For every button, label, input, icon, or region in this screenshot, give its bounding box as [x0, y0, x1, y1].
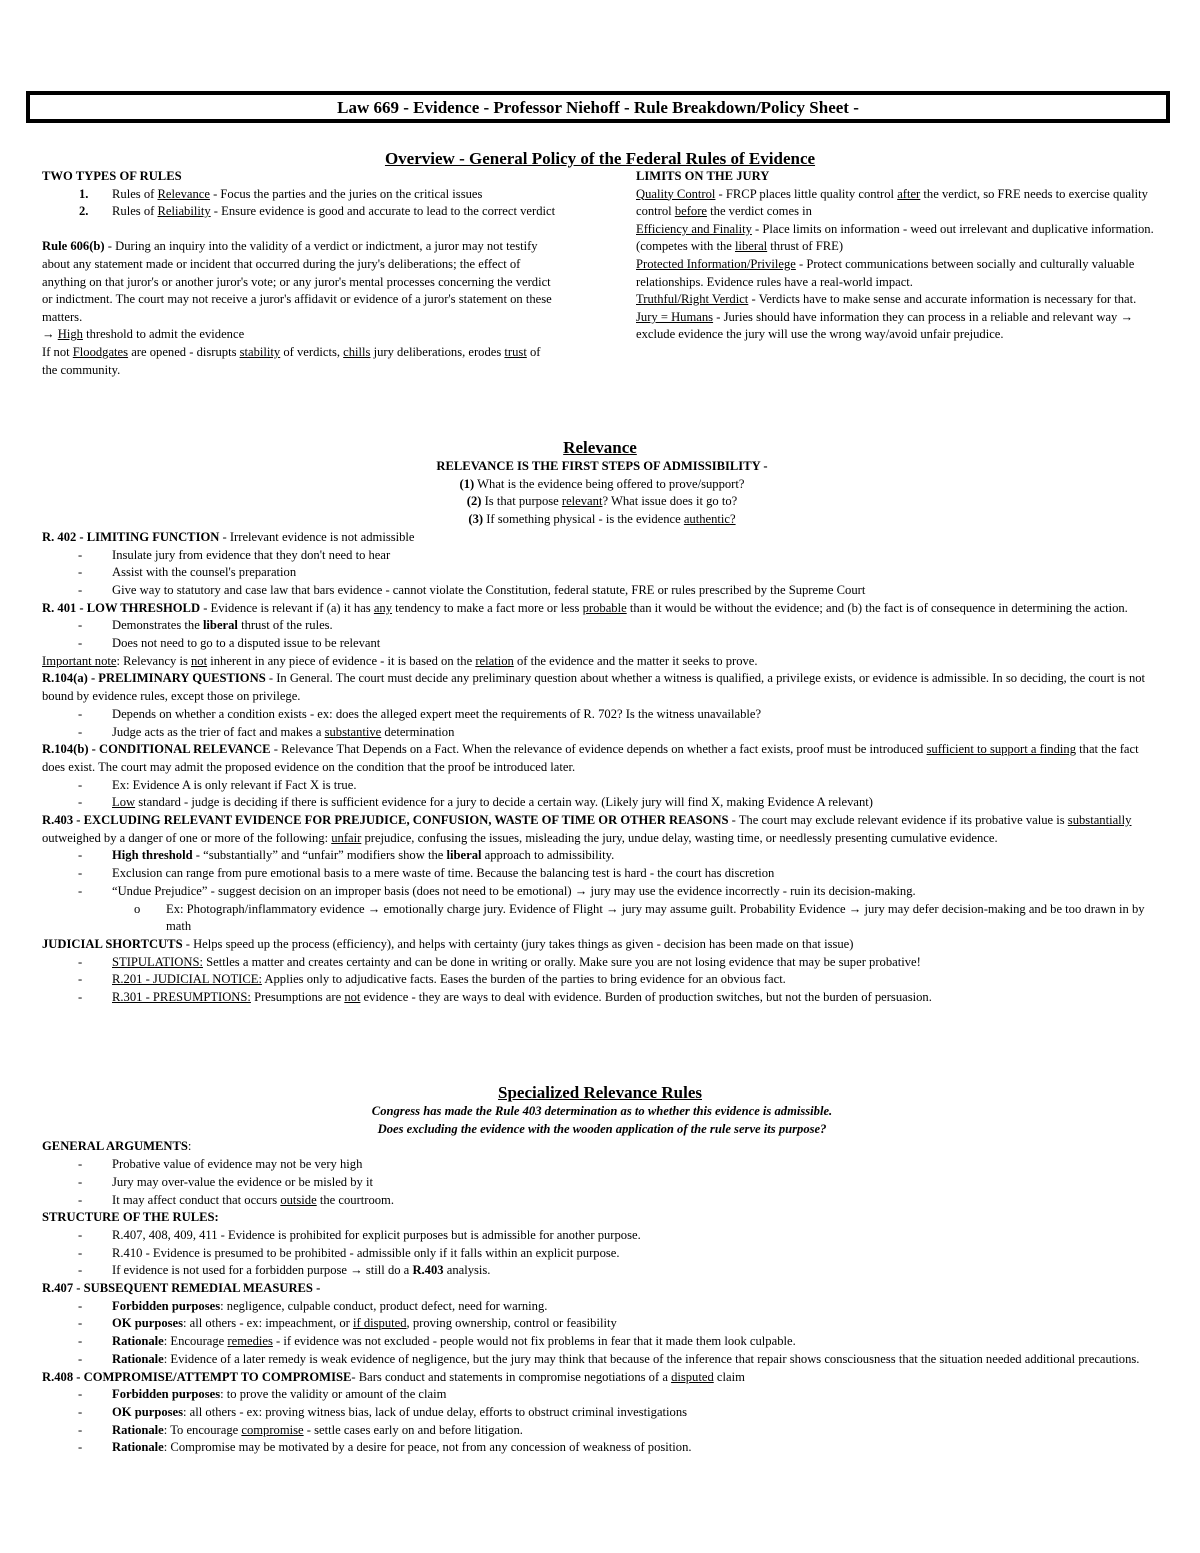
list-item: - STIPULATIONS: Settles a matter and creates certainty and can be done in writing or orally. Make sure you are not losing evidence that may be super probative! [42, 954, 1162, 972]
quality-control-item: Quality Control - FRCP places little quality control after the verdict, so FRE needs to exercise quality control before the verdict comes in [636, 186, 1148, 219]
list-item: - Demonstrates the liberal thrust of the rules. [42, 617, 1162, 635]
list-item: - Exclusion can range from pure emotional basis to a mere waste of time. Because the balancing test is hard - the court has discretion [42, 865, 1162, 883]
list-item: - R.301 - PRESUMPTIONS: Presumptions are not evidence - they are ways to deal with evidence. Burden of production switches, but not the burden of persuasion. [42, 989, 1162, 1007]
list-item: - Low standard - judge is deciding if there is sufficient evidence for a jury to decide a certain way. (Likely jury will find X, making Evidence A relevant) [42, 794, 1162, 812]
floodgates-line: If not Floodgates are opened - disrupts stability of verdicts, chills jury deliberations, erodes trust of the community. [42, 345, 541, 377]
list-item: - Does not need to go to a disputed issue to be relevant [42, 635, 1162, 653]
question-1: (1) What is the evidence being offered to prove/support? [459, 476, 745, 491]
general-arguments-heading: GENERAL ARGUMENTS: [42, 1139, 192, 1154]
list-item: - It may affect conduct that occurs outside the courtroom. [42, 1192, 1162, 1210]
list-item: - OK purposes: all others - ex: proving witness bias, lack of undue delay, efforts to obstruct criminal investigations [42, 1404, 1162, 1422]
rule-403-paragraph: R.403 - EXCLUDING RELEVANT EVIDENCE FOR PREJUDICE, CONFUSION, WASTE OF TIME OR OTHER REASONS - The court may exclude relevant evidence if its probative value is substantially outweighed by a danger of one or more of the following: unfair prejudice, confusing the issues, misleading the jury, undue delay, wasting time, or needlessly presenting cumulative evidence. [42, 813, 1132, 845]
list-item: - OK purposes: all others - ex: impeachment, or if disputed, proving ownership, control or feasibility [42, 1315, 1162, 1333]
list-item: - Rationale: Evidence of a later remedy is weak evidence of negligence, but the jury may think that because of the inference that repair shows consciousness that the situation needed additional precautions. [42, 1351, 1162, 1369]
rule-104b-list [42, 777, 1162, 812]
list-item: - High threshold - “substantially” and “unfair” modifiers show the liberal approach to admissibility. [42, 847, 1162, 865]
efficiency-item: Efficiency and Finality - Place limits on information - weed out irrelevant and duplicative information. (competes with the liberal thrust of FRE) [636, 221, 1154, 254]
judicial-shortcuts-list [42, 954, 1162, 1007]
important-note: Important note: Relevancy is not inherent in any piece of evidence - it is based on the relation of the evidence and the matter it seeks to prove. [42, 653, 758, 668]
list-item: - Forbidden purposes: negligence, culpable conduct, product defect, need for warning. [42, 1298, 1162, 1316]
list-item: - If evidence is not used for a forbidden purpose → still do a R.403 analysis. [42, 1262, 1162, 1280]
structure-list [42, 1227, 1162, 1280]
general-arguments-list [42, 1156, 1162, 1209]
relevance-section [42, 458, 1162, 1007]
relevance-heading: Relevance [563, 438, 637, 457]
structure-heading: STRUCTURE OF THE RULES: [42, 1210, 219, 1225]
truthful-verdict-item: Truthful/Right Verdict - Verdicts have to make sense and accurate information is necessary for that. [636, 292, 1137, 307]
specialized-heading: Specialized Relevance Rules [498, 1083, 702, 1102]
list-item: - Jury may over-value the evidence or be misled by it [42, 1174, 1162, 1192]
list-item: - Probative value of evidence may not be very high [42, 1156, 1162, 1174]
rule-401-paragraph: R. 401 - LOW THRESHOLD - Evidence is relevant if (a) it has any tendency to make a fact more or less probable than it would be without the evidence; and (b) the fact is of consequence in determining the action. [42, 600, 1128, 615]
document-title: Law 669 - Evidence - Professor Niehoff - Rule Breakdown/Policy Sheet - [337, 98, 859, 117]
jury-humans-item: Jury = Humans - Juries should have information they can process in a reliable and relevant way → exclude evidence the jury will use the wrong way/avoid unfair prejudice. [636, 309, 1134, 342]
specialized-sub-1: Congress has made the Rule 403 determination as to whether this evidence is admissible. [371, 1104, 833, 1118]
list-item: - Depends on whether a condition exists - ex: does the alleged expert meet the requirements of R. 702? Is the witness unavailable? [42, 706, 1162, 724]
rule-408-heading: R.408 - COMPROMISE/ATTEMPT TO COMPROMISE- Bars conduct and statements in compromise negotiations of a disputed claim [42, 1369, 745, 1384]
overview-right-column [636, 168, 1156, 344]
list-item: 2. Rules of Reliability - Ensure evidence is good and accurate to lead to the correct verdict [79, 204, 556, 219]
question-2: (2) Is that purpose relevant? What issue does it go to? [466, 494, 738, 509]
list-item: 1. Rules of Relevance - Focus the parties and the juries on the critical issues [79, 186, 483, 201]
title-banner [26, 91, 1170, 123]
list-item: - Rationale: To encourage compromise - settle cases early on and before litigation. [42, 1422, 1162, 1440]
judicial-shortcuts-paragraph: JUDICIAL SHORTCUTS - Helps speed up the process (efficiency), and helps with certainty (jury takes things as given - decision has been made on that issue) [42, 936, 854, 951]
list-item: - Forbidden purposes: to prove the validity or amount of the claim [42, 1386, 1162, 1404]
list-item: - “Undue Prejudice” - suggest decision on an improper basis (does not need to be emotional) → jury may use the evidence incorrectly - ruin its decision-making. [42, 883, 1162, 901]
rule-401-list [42, 617, 1162, 652]
relevance-subheading: RELEVANCE IS THE FIRST STEPS OF ADMISSIBILITY - [436, 459, 768, 473]
list-item: - R.407, 408, 409, 411 - Evidence is prohibited for explicit purposes but is admissible for another purpose. [42, 1227, 1162, 1245]
list-item: - Ex: Evidence A is only relevant if Fact X is true. [42, 777, 1162, 795]
specialized-sub-2: Does excluding the evidence with the wooden application of the rule serve its purpose? [377, 1121, 827, 1136]
overview-heading: Overview - General Policy of the Federal Rules of Evidence [384, 149, 816, 168]
rule-408-list [42, 1386, 1162, 1457]
protected-info-item: Protected Information/Privilege - Protect communications between socially and culturally valuable relationships. Evidence rules have a real-world impact. [636, 256, 1135, 289]
list-item: - Assist with the counsel's preparation [42, 564, 1162, 582]
list-item: o Ex: Photograph/inflammatory evidence → emotionally charge jury. Evidence of Flight → jury may assume guilt. Probability Evidence → jury may defer decision-making and be too drawn in by math [42, 901, 1162, 936]
list-item: - Rationale: Encourage remedies - if evidence was not excluded - people would not fix problems in fear that it made them look culpable. [42, 1333, 1162, 1351]
list-item: - Judge acts as the trier of fact and makes a substantive determination [42, 724, 1162, 742]
rule-402-heading: R. 402 - LIMITING FUNCTION - Irrelevant evidence is not admissible [42, 529, 415, 544]
list-item: - Rationale: Compromise may be motivated by a desire for peace, not from any concession of weakness of position. [42, 1439, 1162, 1457]
rule-104a-paragraph: R.104(a) - PRELIMINARY QUESTIONS - In General. The court must decide any preliminary question about whether a witness is qualified, a privilege exists, or evidence is admissible. In so deciding, the court is not bound by evidence rules, except those on privilege. [42, 671, 1146, 704]
rule-104a-list [42, 706, 1162, 741]
rule-types-list [42, 186, 557, 221]
list-item: - R.201 - JUDICIAL NOTICE: Applies only to adjudicative facts. Eases the burden of the parties to bring evidence for an obvious fact. [42, 971, 1162, 989]
list-item: - R.410 - Evidence is presumed to be prohibited - admissible only if it falls within an explicit purpose. [42, 1245, 1162, 1263]
rule-407-list [42, 1298, 1162, 1369]
list-item: - Insulate jury from evidence that they don't need to hear [42, 547, 1162, 565]
high-threshold-line: → High threshold to admit the evidence [42, 327, 245, 342]
list-item: - Give way to statutory and case law that bars evidence - cannot violate the Constitution, federal statute, FRE or rules prescribed by the Supreme Court [42, 582, 1162, 600]
rule-403-sublist [42, 901, 1162, 936]
two-types-heading: TWO TYPES OF RULES [42, 169, 182, 183]
rule-402-list [42, 547, 1162, 600]
rule-407-heading: R.407 - SUBSEQUENT REMEDIAL MEASURES - [42, 1281, 321, 1296]
specialized-section [42, 1103, 1162, 1457]
rule-606b-paragraph: Rule 606(b) - During an inquiry into the validity of a verdict or indictment, a juror may not testify about any statement made or incident that occurred during the jury's deliberations; the effect of anything on that juror's or another juror's vote; or any juror's mental processes concerning the verdict or indictment. The court may not receive a juror's affidavit or evidence of a juror's statement on these matters. [42, 239, 552, 324]
question-3: (3) If something physical - is the evidence authentic? [468, 512, 736, 527]
overview-left-column [42, 168, 557, 379]
rule-104b-paragraph: R.104(b) - CONDITIONAL RELEVANCE - Relevance That Depends on a Fact. When the relevance of evidence depends on whether a fact exists, proof must be introduced sufficient to support a finding that the fact does exist. The court may admit the proposed evidence on the condition that the proof be introduced later. [42, 742, 1139, 774]
limits-heading: LIMITS ON THE JURY [636, 169, 770, 183]
rule-403-list [42, 847, 1162, 900]
